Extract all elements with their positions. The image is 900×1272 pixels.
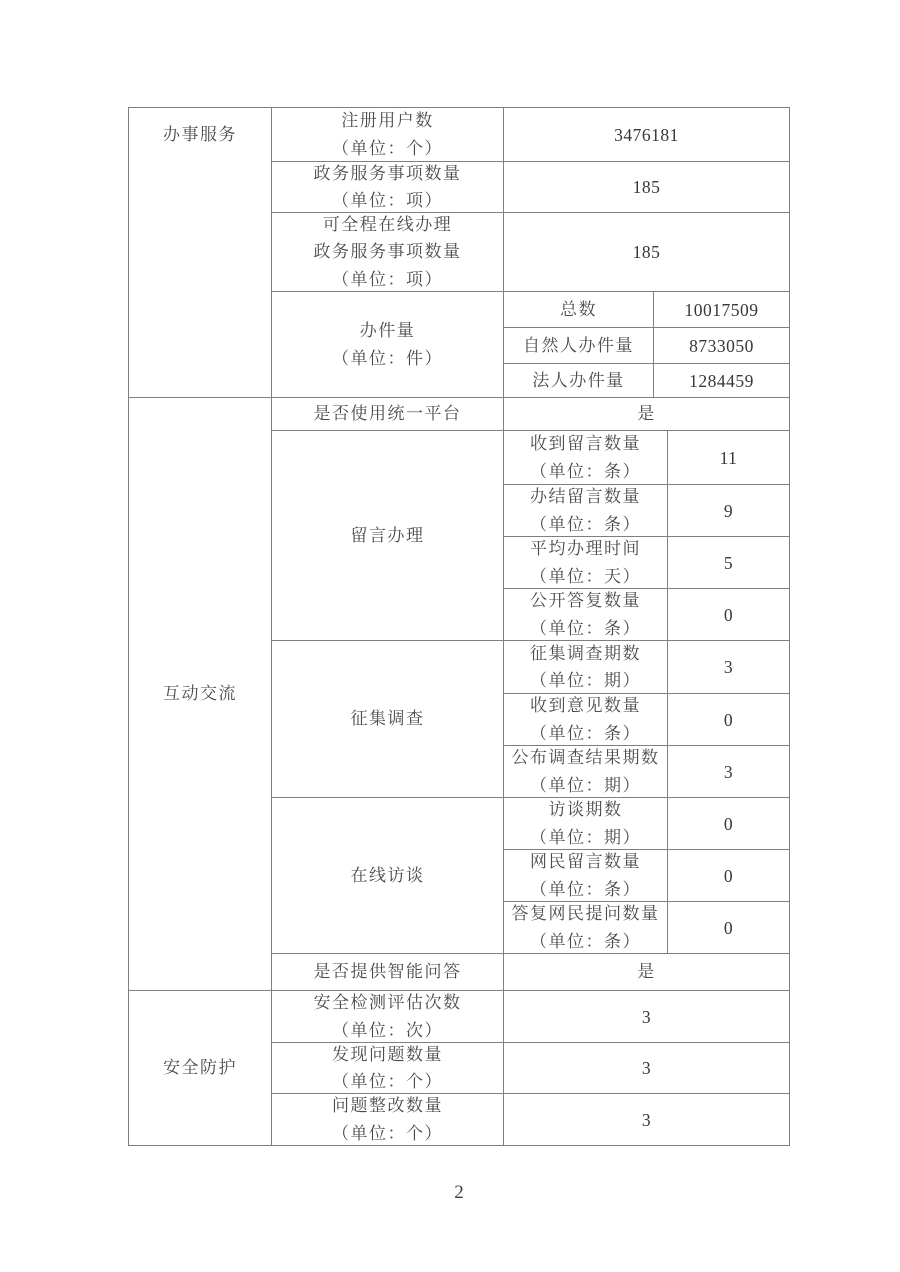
category-label: 安全防护 <box>163 1058 237 1078</box>
item-value: 是 <box>637 404 656 424</box>
sub-value: 8733050 <box>689 335 754 356</box>
category-label: 互动交流 <box>163 684 237 704</box>
sub-label: 收到意见数量 <box>530 696 641 716</box>
value-cell <box>504 398 790 431</box>
sub-value: 10017509 <box>684 299 759 320</box>
sub-label: 自然人办件量 <box>523 335 634 355</box>
sub-value: 0 <box>723 813 734 834</box>
sub-unit: （单位：期） <box>530 775 641 795</box>
item-label-cell <box>272 213 504 292</box>
item-label: 留言办理 <box>350 525 425 545</box>
sub-value: 0 <box>723 917 734 938</box>
item-label-cell <box>272 1094 504 1146</box>
sub-unit: （单位：期） <box>530 671 641 690</box>
item-label-cell <box>272 954 504 991</box>
sub-value-cell <box>668 431 790 485</box>
sub-value-cell <box>668 902 790 954</box>
sub-label: 征集调查期数 <box>530 643 641 663</box>
item-value: 185 <box>632 177 661 197</box>
item-label-cell <box>272 1043 504 1094</box>
item-label-cell <box>272 991 504 1043</box>
sub-label-cell <box>504 694 668 746</box>
item-unit: （单位：个） <box>332 1072 443 1091</box>
sub-value: 0 <box>723 865 734 886</box>
sub-value-cell <box>668 641 790 694</box>
sub-unit: （单位：天） <box>530 566 641 586</box>
sub-label: 访谈期数 <box>548 800 623 820</box>
sub-value: 9 <box>723 500 734 521</box>
item-unit: （单位：件） <box>332 348 443 368</box>
sub-label-cell <box>504 798 668 850</box>
value-cell <box>504 954 790 991</box>
sub-value: 3 <box>723 657 734 677</box>
item-unit: （单位：项） <box>332 191 443 210</box>
sub-unit: （单位：条） <box>530 931 641 951</box>
sub-value-cell <box>654 364 790 398</box>
item-label: 发现问题数量 <box>332 1044 443 1064</box>
sub-label: 答复网民提问数量 <box>511 904 660 924</box>
item-label-cell-banjianliang <box>272 292 504 398</box>
item-label-line2: 政务服务事项数量 <box>313 242 462 262</box>
item-value: 185 <box>632 242 661 262</box>
sub-label-cell <box>504 902 668 954</box>
statistics-table <box>128 107 790 1146</box>
item-label: 办件量 <box>359 321 416 341</box>
page-number: 2 <box>454 1182 464 1203</box>
sub-unit: （单位：条） <box>530 618 641 638</box>
value-cell <box>504 162 790 213</box>
value-cell <box>504 213 790 292</box>
sub-label: 法人办件量 <box>532 370 625 390</box>
item-unit: （单位：次） <box>332 1020 443 1040</box>
category-cell-banshifuwu <box>129 108 272 398</box>
sub-label: 总数 <box>560 299 597 319</box>
sub-value: 11 <box>719 447 738 468</box>
sub-label-cell <box>504 328 654 364</box>
item-label: 可全程在线办理 <box>322 215 453 235</box>
item-label: 安全检测评估次数 <box>313 993 462 1013</box>
sub-label-cell <box>504 850 668 902</box>
item-value: 3 <box>641 1109 652 1130</box>
category-cell-hudongjiaoliu <box>129 398 272 991</box>
item-label: 征集调查 <box>350 709 425 729</box>
sub-label-cell <box>504 746 668 798</box>
sub-value-cell <box>668 589 790 641</box>
sub-unit: （单位：期） <box>530 827 641 847</box>
sub-label: 网民留言数量 <box>530 852 641 872</box>
sub-value-cell <box>668 746 790 798</box>
sub-value: 0 <box>723 604 734 625</box>
item-label: 政务服务事项数量 <box>313 163 462 183</box>
item-label-cell <box>272 162 504 213</box>
sub-value-cell <box>668 485 790 537</box>
sub-value-cell <box>654 328 790 364</box>
value-cell <box>504 1043 790 1094</box>
item-value: 3 <box>641 1058 652 1078</box>
item-unit: （单位：个） <box>332 138 443 158</box>
sub-label-cell <box>504 589 668 641</box>
sub-label-cell <box>504 292 654 328</box>
category-cell-anquanfanghu <box>129 991 272 1146</box>
sub-value-cell <box>654 292 790 328</box>
item-label-cell-liuyanbanli <box>272 431 504 641</box>
sub-label-cell <box>504 537 668 589</box>
value-cell <box>504 991 790 1043</box>
sub-unit: （单位：条） <box>530 461 641 481</box>
sub-unit: （单位：条） <box>530 514 641 534</box>
value-cell <box>504 1094 790 1146</box>
item-label-cell-zhengjidiaocha <box>272 641 504 798</box>
sub-label-cell <box>504 641 668 694</box>
item-label-cell-zaixianfangtan <box>272 798 504 954</box>
item-label: 注册用户数 <box>341 111 434 131</box>
item-label: 问题整改数量 <box>332 1096 443 1116</box>
sub-value: 3 <box>723 761 734 782</box>
sub-label: 办结留言数量 <box>530 487 641 507</box>
sub-label-cell <box>504 485 668 537</box>
item-value: 3476181 <box>614 124 679 145</box>
item-label: 是否使用统一平台 <box>313 404 462 424</box>
sub-value: 5 <box>723 552 734 573</box>
item-unit: （单位：个） <box>332 1123 443 1143</box>
sub-unit: （单位：条） <box>530 723 641 743</box>
item-label-cell <box>272 398 504 431</box>
sub-label: 收到留言数量 <box>530 434 641 454</box>
sub-label-cell <box>504 364 654 398</box>
sub-value-cell <box>668 798 790 850</box>
sub-unit: （单位：条） <box>530 879 641 899</box>
item-label: 是否提供智能问答 <box>313 962 462 982</box>
sub-value-cell <box>668 694 790 746</box>
sub-value-cell <box>668 850 790 902</box>
category-label: 办事服务 <box>163 125 237 144</box>
item-label-cell <box>272 108 504 162</box>
sub-label: 公开答复数量 <box>530 591 641 611</box>
sub-value: 0 <box>723 709 734 730</box>
sub-value: 1284459 <box>689 370 754 391</box>
value-cell <box>504 108 790 162</box>
sub-label: 平均办理时间 <box>530 539 641 559</box>
item-unit: （单位：项） <box>332 269 443 289</box>
sub-label: 公布调查结果期数 <box>511 748 660 768</box>
item-value: 是 <box>637 962 656 982</box>
item-value: 3 <box>641 1006 652 1027</box>
sub-label-cell <box>504 431 668 485</box>
item-label: 在线访谈 <box>350 865 425 885</box>
sub-value-cell <box>668 537 790 589</box>
